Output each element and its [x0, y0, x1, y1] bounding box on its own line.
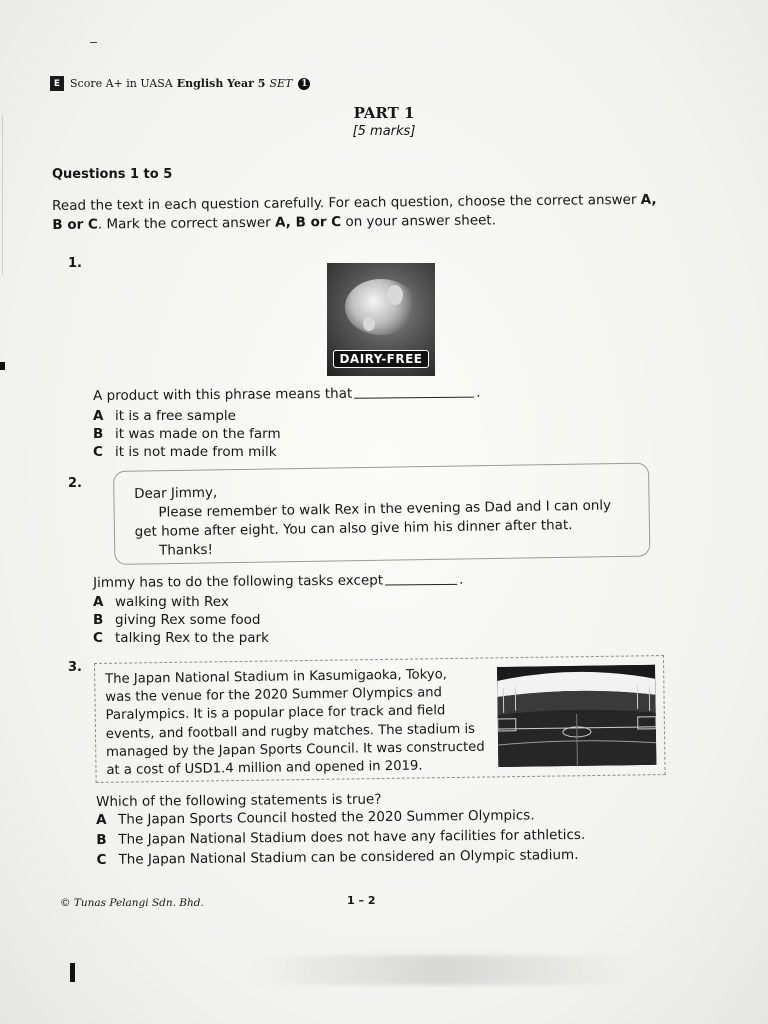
passage-line: at a cost of USD1.4 million and opened in 2019.: [106, 758, 423, 779]
page-number: 1 – 2: [347, 894, 376, 907]
passage-line: managed by the Japan Sports Council. It was constructed: [106, 739, 485, 760]
option-b[interactable]: [93, 611, 269, 629]
answer-blank: [354, 397, 474, 399]
option-letter: B: [93, 612, 104, 628]
option-letter: C: [96, 851, 107, 868]
stadium-passage: [105, 666, 490, 781]
book-header: [50, 76, 310, 91]
option-text: talking Rex to the park: [115, 630, 269, 646]
passage-line: The Japan National Stadium in Kasumigaoka, Tokyo,: [105, 667, 448, 687]
option-text: it was made on the farm: [115, 426, 281, 442]
option-text: The Japan National Stadium can be considered an Olympic stadium.: [118, 846, 579, 868]
set-number-badge: 1: [298, 78, 310, 90]
stadium-illustration: [497, 665, 656, 767]
passage-line: Paralympics. It is a popular place for track and field: [105, 703, 446, 724]
question-2-stem-end: .: [459, 571, 464, 588]
question-1-stem-text: A product with this phrase means that: [93, 385, 353, 404]
note-line-2: get home after eight. You can also give him his dinner after that.: [134, 517, 573, 540]
part-marks: [5 marks]: [352, 124, 416, 139]
passage-line: events, and football and rugby matches. The stadium is: [105, 721, 476, 742]
question-2-options: [93, 593, 269, 647]
scan-mark: [90, 42, 97, 43]
option-text: giving Rex some food: [115, 612, 261, 628]
question-1-stem-end: .: [476, 384, 481, 401]
question-3-stem: Which of the following statements is true?: [96, 791, 382, 810]
note-greeting: Dear Jimmy,: [134, 484, 218, 502]
publisher-logo-icon: E: [50, 76, 64, 91]
note-text: [134, 477, 640, 561]
option-c[interactable]: [93, 629, 269, 647]
scan-edge-line: [2, 115, 3, 275]
question-1-number: 1.: [68, 256, 82, 271]
instructions: [52, 190, 692, 235]
option-c[interactable]: [93, 443, 281, 461]
note-line-1: Please remember to walk Rex in the evening as Dad and I can only: [158, 497, 612, 521]
question-3-options: [96, 805, 586, 870]
section-label: Questions 1 to 5: [52, 167, 173, 182]
copyright-notice: © Tunas Pelangi Sdn. Bhd.: [60, 897, 204, 909]
option-text: The Japan National Stadium does not have any facilities for athletics.: [118, 826, 586, 848]
stadium-photo: [497, 665, 656, 767]
instructions-choice-1: A,: [640, 191, 657, 208]
option-letter: A: [93, 408, 104, 424]
part-title: PART 1: [353, 104, 415, 122]
dairy-free-image: [327, 263, 435, 376]
instructions-text-2: . Mark the correct answer: [97, 214, 276, 233]
option-text: it is not made from milk: [115, 444, 277, 460]
passage-line: was the venue for the 2020 Summer Olympics and: [105, 685, 443, 706]
option-letter: B: [96, 831, 107, 848]
option-text: walking with Rex: [115, 594, 229, 610]
question-1-options: [93, 407, 281, 461]
header-set-label: SET: [269, 77, 293, 90]
question-1-stem: [93, 385, 481, 404]
milk-drop-graphic: [363, 317, 375, 331]
dairy-free-label: DAIRY-FREE: [333, 350, 429, 368]
instructions-choice-2: B or C: [52, 216, 98, 233]
milk-drop-graphic: [387, 285, 403, 305]
question-2-stem: [93, 572, 463, 591]
question-3-number: 3.: [68, 660, 82, 675]
milk-splash-graphic: [345, 279, 417, 335]
scan-bottom-mark: [70, 963, 75, 982]
scan-smudge: [250, 955, 630, 985]
option-letter: B: [93, 426, 104, 442]
instructions-text-1: Read the text in each question carefully. For each question, choose the correct answer: [52, 191, 641, 214]
option-a[interactable]: [93, 407, 281, 425]
question-2-number: 2.: [68, 476, 82, 491]
option-b[interactable]: [93, 425, 281, 443]
question-2-stem-text: Jimmy has to do the following tasks except: [93, 572, 384, 591]
answer-blank: [385, 584, 457, 586]
header-prefix: Score A+ in UASA: [70, 77, 173, 90]
instructions-text-3: on your answer sheet.: [341, 212, 497, 230]
instructions-choice-3: A, B or C: [274, 213, 342, 231]
option-letter: C: [93, 630, 103, 646]
option-letter: C: [93, 444, 103, 460]
option-letter: A: [93, 594, 104, 610]
option-letter: A: [96, 811, 107, 828]
option-text: it is a free sample: [115, 408, 236, 424]
note-signoff: Thanks!: [158, 541, 214, 559]
header-subject: English Year 5: [176, 77, 266, 90]
scan-edge-mark: [0, 362, 5, 370]
option-a[interactable]: [93, 593, 269, 611]
option-text: The Japan Sports Council hosted the 2020 Summer Olympics.: [118, 807, 535, 828]
